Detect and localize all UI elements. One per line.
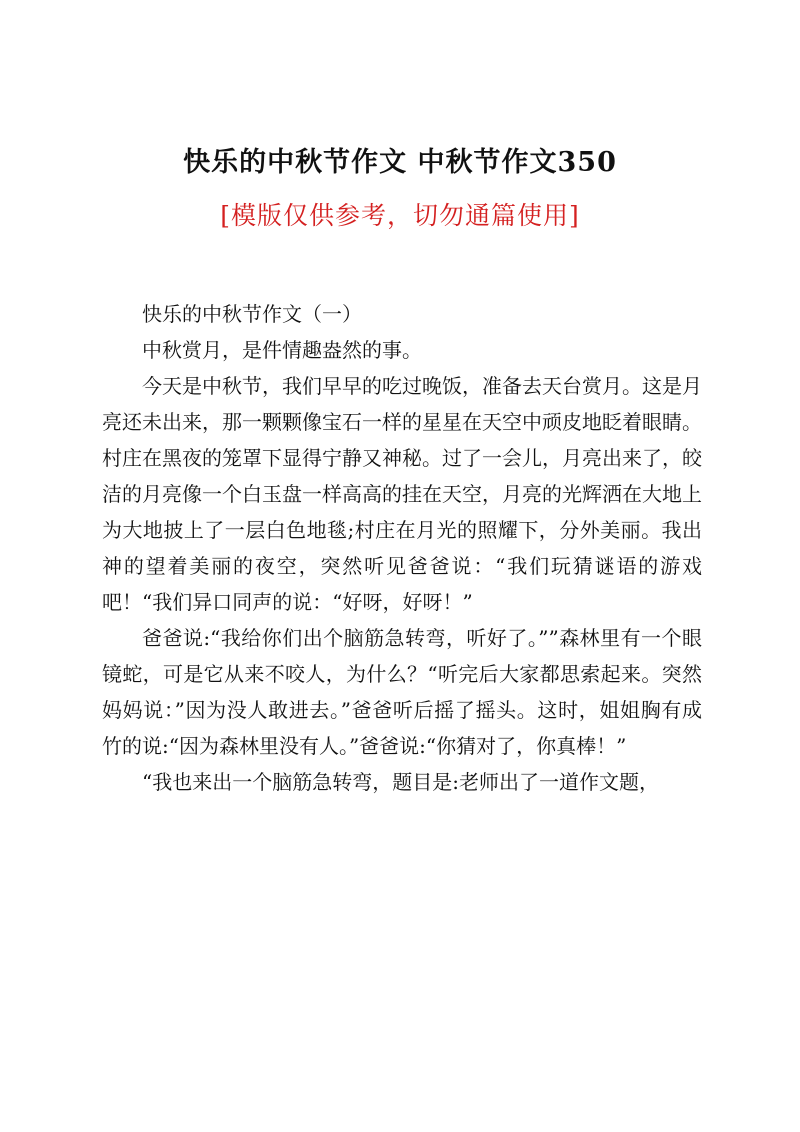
paragraph: 中秋赏月，是件情趣盎然的事。 bbox=[142, 338, 422, 362]
template-notice: [模版仅供参考，切勿通篇使用] bbox=[220, 201, 580, 230]
paragraph: 今天是中秋节，我们早早的吃过晚饭，准备去天台赏月。这是月亮还未出来，那一颗颗像宝石一样的星星在天空中顽皮地眨着眼睛。村庄在黑夜的笼罩下显得宁静又神秘。过了一会儿，月亮出来了，皎洁的月亮像一个白玉盘一样高高的挂在天空，月亮的光辉洒在大地上为大地披上了一层白色地毯;村庄在月光的照耀下，分外美丽。我出神的望着美丽的夜空，突然听见爸爸说：“我们玩猜谜语的游戏吧！“我们异口同声的说：“好呀，好呀！” bbox=[102, 374, 702, 614]
paragraph: “我也来出一个脑筋急转弯，题目是:老师出了一道作文题， bbox=[142, 770, 659, 794]
section-heading: 快乐的中秋节作文（一） bbox=[142, 302, 362, 326]
paragraph: 爸爸说:“我给你们出个脑筋急转弯，听好了。””森林里有一个眼镜蛇，可是它从来不咬人，为什么？“听完后大家都思索起来。突然妈妈说：”因为没人敢进去。”爸爸听后摇了摇头。这时，姐姐胸有成竹的说:“因为森林里没有人。”爸爸说:“你猜对了，你真棒！” bbox=[102, 626, 702, 758]
document-body bbox=[102, 296, 702, 800]
document-title: 快乐的中秋节作文 中秋节作文350 bbox=[183, 147, 617, 178]
